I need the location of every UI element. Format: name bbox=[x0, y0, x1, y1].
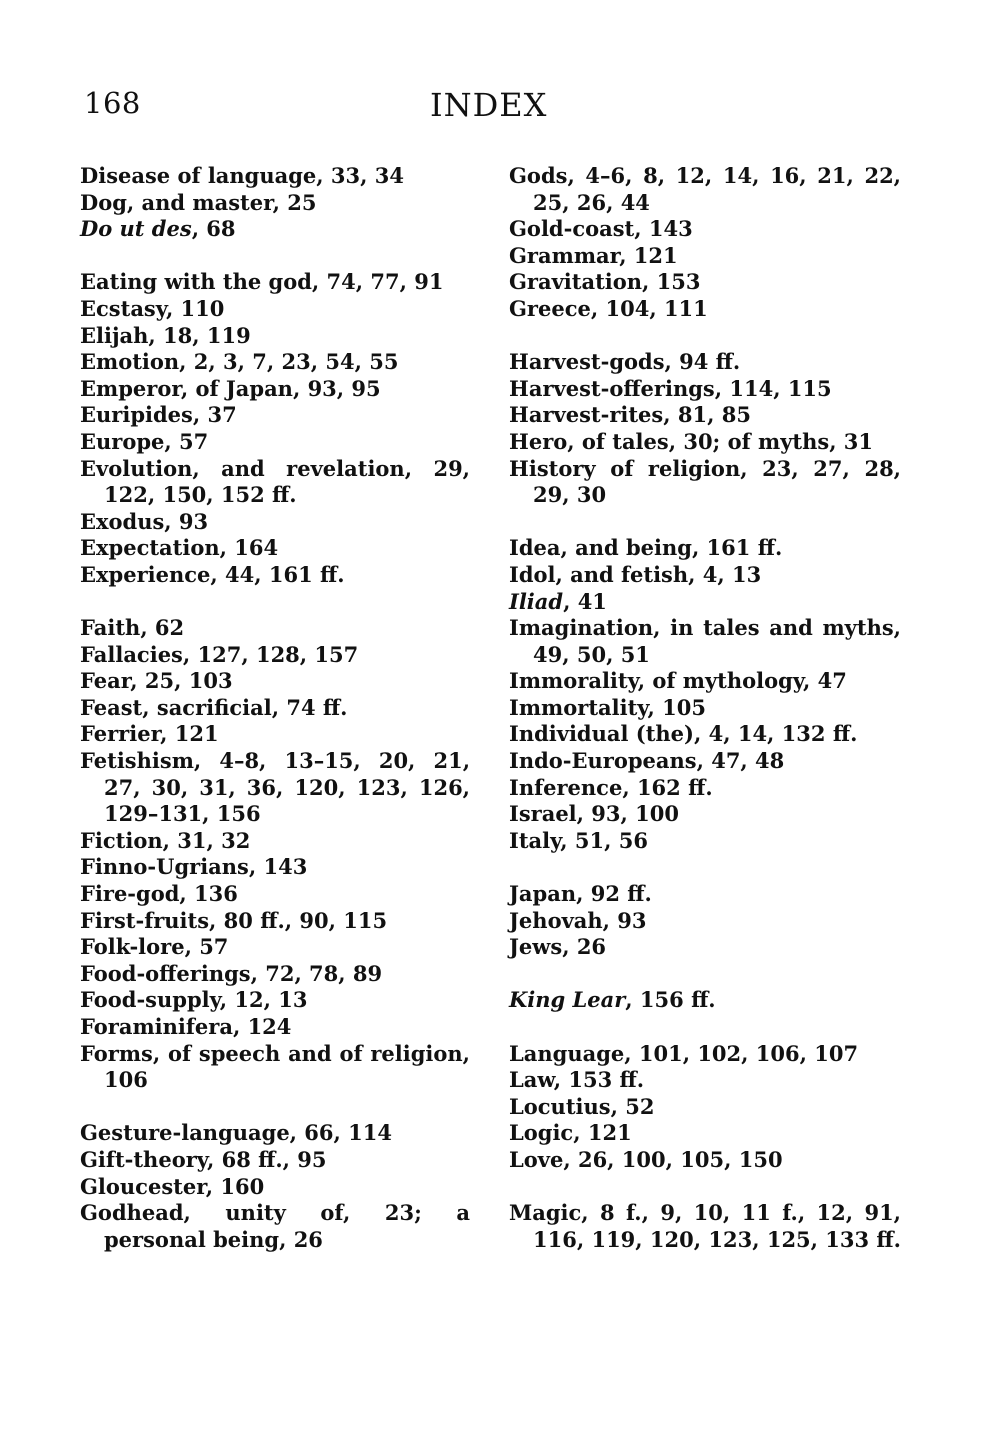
index-entry: Iliad, 41 bbox=[509, 588, 607, 614]
index-entry: History of religion, 23, 27, 28, 29, 30 bbox=[509, 455, 901, 508]
index-entry: Fire-god, 136 bbox=[80, 881, 238, 907]
index-entry: Inference, 162 ff. bbox=[509, 774, 713, 800]
page-header bbox=[84, 86, 554, 130]
index-entry: Experience, 44, 161 ff. bbox=[80, 561, 345, 587]
index-entry: Dog, and master, 25 bbox=[80, 189, 317, 215]
index-entry: Ecstasy, 110 bbox=[80, 295, 225, 321]
index-entry: Immortality, 105 bbox=[509, 694, 706, 720]
index-entry: Gloucester, 160 bbox=[80, 1173, 265, 1199]
index-entry: Foraminifera, 124 bbox=[80, 1014, 292, 1039]
index-entry: Israel, 93, 100 bbox=[509, 801, 679, 827]
section-gap bbox=[509, 509, 901, 536]
section-gap bbox=[80, 589, 470, 616]
index-column-right bbox=[509, 163, 901, 1253]
italic-term: Iliad bbox=[509, 588, 564, 614]
index-entry: Magic, 8 f., 9, 10, 11 f., 12, 91, 116, 119, 120, 123, 125, 133 ff. bbox=[509, 1200, 901, 1252]
section-gap bbox=[509, 1014, 901, 1041]
italic-term: Do ut des bbox=[80, 216, 192, 242]
index-entry: Idea, and being, 161 ff. bbox=[509, 535, 783, 561]
index-entry: Jews, 26 bbox=[509, 934, 607, 960]
index-entry: Logic, 121 bbox=[509, 1120, 632, 1146]
index-entry: Finno-Ugrians, 143 bbox=[80, 854, 308, 880]
index-entry: Hero, of tales, 30; of myths, 31 bbox=[509, 428, 874, 454]
index-entry: Folk-lore, 57 bbox=[80, 934, 229, 960]
index-entry: Emperor, of Japan, 93, 95 bbox=[80, 375, 381, 401]
index-entry: Fiction, 31, 32 bbox=[80, 827, 251, 853]
index-entry: Gold-coast, 143 bbox=[509, 216, 693, 242]
index-entry: Love, 26, 100, 105, 150 bbox=[509, 1146, 783, 1172]
index-entry: Do ut des, 68 bbox=[80, 216, 236, 242]
index-entry: Law, 153 ff. bbox=[509, 1067, 645, 1093]
index-entry: Individual (the), 4, 14, 132 ff. bbox=[509, 721, 858, 747]
page-title: INDEX bbox=[430, 86, 548, 124]
page-number: 168 bbox=[84, 86, 141, 120]
section-gap bbox=[80, 1094, 470, 1121]
index-entry: Elijah, 18, 119 bbox=[80, 322, 251, 348]
index-column-left bbox=[80, 163, 470, 1253]
index-entry: Italy, 51, 56 bbox=[509, 827, 648, 853]
index-entry: Evolution, and revelation, 29, 122, 150, 152 ff. bbox=[80, 455, 470, 508]
index-entry: Euripides, 37 bbox=[80, 402, 237, 428]
index-entry: Disease of language, 33, 34 bbox=[80, 163, 404, 188]
index-entry: Idol, and fetish, 4, 13 bbox=[509, 561, 762, 587]
index-entry: Food-offerings, 72, 78, 89 bbox=[80, 960, 383, 986]
index-entry: Harvest-offerings, 114, 115 bbox=[509, 375, 832, 401]
section-gap bbox=[509, 961, 901, 988]
index-entry: Japan, 92 ff. bbox=[509, 881, 652, 907]
index-entry: Locutius, 52 bbox=[509, 1093, 655, 1119]
index-entry: Fear, 25, 103 bbox=[80, 668, 233, 694]
index-entry: Indo-Europeans, 47, 48 bbox=[509, 748, 785, 774]
italic-term: King Lear bbox=[509, 987, 626, 1013]
index-entry: King Lear, 156 ff. bbox=[509, 987, 716, 1013]
index-entry: Faith, 62 bbox=[80, 615, 185, 641]
section-gap bbox=[509, 1174, 901, 1201]
index-entry: Food-supply, 12, 13 bbox=[80, 987, 308, 1013]
index-entry: Ferrier, 121 bbox=[80, 721, 219, 747]
index-entry: Immorality, of mythology, 47 bbox=[509, 668, 847, 694]
index-entry: Gravitation, 153 bbox=[509, 269, 701, 295]
index-entry: Exodus, 93 bbox=[80, 508, 209, 534]
index-entry: Fetishism, 4–8, 13–15, 20, 21, 27, 30, 31, 36, 120, 123, 126, 129–131, 156 bbox=[80, 748, 470, 827]
index-entry: Eating with the god, 74, 77, 91 bbox=[80, 269, 444, 295]
index-entry: Europe, 57 bbox=[80, 428, 209, 454]
index-entry: Godhead, unity of, 23; a personal being, 26 bbox=[80, 1200, 470, 1252]
index-entry: Imagination, in tales and myths, 49, 50, 51 bbox=[509, 615, 901, 667]
index-entry: Harvest-rites, 81, 85 bbox=[509, 402, 751, 428]
index-entry: Gift-theory, 68 ff., 95 bbox=[80, 1146, 327, 1172]
index-entry: Language, 101, 102, 106, 107 bbox=[509, 1040, 859, 1066]
index-entry: First-fruits, 80 ff., 90, 115 bbox=[80, 907, 388, 933]
index-entry: Harvest-gods, 94 ff. bbox=[509, 349, 741, 375]
index-entry: Forms, of speech and of religion, 106 bbox=[80, 1040, 470, 1093]
section-gap bbox=[80, 243, 470, 270]
index-entry: Emotion, 2, 3, 7, 23, 54, 55 bbox=[80, 349, 399, 375]
index-entry: Gesture-language, 66, 114 bbox=[80, 1120, 392, 1146]
index-entry: Grammar, 121 bbox=[509, 242, 678, 268]
index-entry: Expectation, 164 bbox=[80, 535, 279, 561]
index-entry: Jehovah, 93 bbox=[509, 907, 647, 933]
section-gap bbox=[509, 854, 901, 881]
index-entry: Fallacies, 127, 128, 157 bbox=[80, 641, 359, 667]
index-entry: Greece, 104, 111 bbox=[509, 295, 708, 321]
index-entry: Feast, sacrificial, 74 ff. bbox=[80, 694, 348, 720]
index-entry: Gods, 4–6, 8, 12, 14, 16, 21, 22, 25, 26, 44 bbox=[509, 163, 901, 215]
section-gap bbox=[509, 323, 901, 350]
